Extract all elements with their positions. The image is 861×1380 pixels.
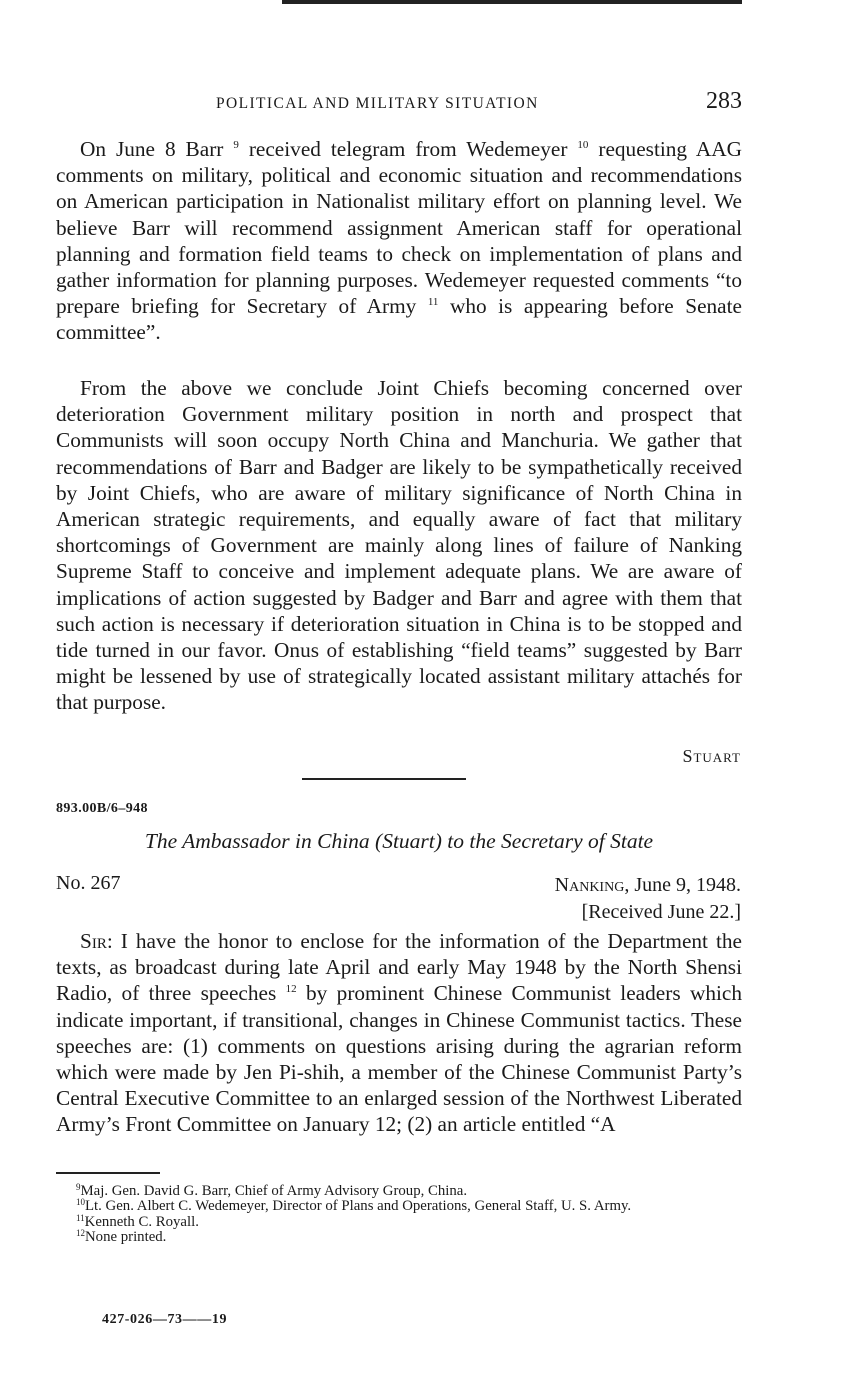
document-number: No. 267 — [56, 872, 121, 894]
footnote-ref-10[interactable]: 10 — [577, 139, 589, 151]
running-title: POLITICAL AND MILITARY SITUATION — [216, 95, 539, 112]
top-rule — [282, 0, 742, 4]
file-number: 893.00B/6–948 — [56, 801, 148, 816]
footnote-9: $^9$Maj. Gen. David G. Barr, Chief of Army Advisory Group, China. — [76, 1182, 468, 1199]
footnote-ref-9[interactable]: 9 — [233, 139, 239, 151]
dateline-date: , June 9, 1948. — [624, 874, 741, 896]
footnote-10: $^{10}$Lt. Gen. Albert C. Wedemeyer, Director of Plans and Operations, General Staff, U. S. Army. — [76, 1197, 632, 1215]
dispatch-body: Sir: I have the honor to enclose for the information of the Department the texts, as broadcast during late April and early May 1948 by the North Shensi Radio, of three speeches $^{12}$ by prominent Chinese Communist leaders which indicate important, if transitional, changes in Chinese Communist tactics. These speeches are: (1) comments on questions arising during the agrarian reform which were made by Jen Pi-shih, a member of the Chinese Communist Party’s Central Executive Committee to an enlarged session of the Northwest Liberated Army’s Front Committee on January 12; (2) an article entitled “A — [56, 929, 743, 1137]
salutation: Sir — [80, 929, 107, 953]
running-head — [56, 88, 742, 122]
section-divider — [302, 778, 466, 780]
signature: Stuart — [682, 746, 741, 766]
page-number: 283 — [706, 88, 742, 114]
footnote-ref-11[interactable]: 11 — [427, 296, 439, 309]
dateline — [555, 872, 741, 926]
footnote-11: $^{11}$Kenneth C. Royall. — [76, 1212, 199, 1230]
received-date: [Received June 22.] — [581, 901, 741, 923]
footnote-12: $^{12}$None printed. — [76, 1227, 167, 1245]
footnote-rule — [56, 1172, 160, 1174]
dateline-place: Nanking — [554, 874, 625, 896]
print-code: 427-026—73——19 — [102, 1312, 228, 1327]
footnotes — [56, 1184, 742, 1245]
document-title: The Ambassador in China (Stuart) to the Secretary of State — [144, 829, 654, 853]
footnote-ref-12[interactable]: 12 — [285, 983, 297, 996]
telegram-paragraph-1: On June 8 Barr $^9$ received telegram from Wedemeyer $^{10}$ requesting AAG comments on military, political and economic situation and recommendations on American participation in Nationalist military effort on planning level. We believe Barr will recommend assignment American staff for operational planning and formation field teams to check on implementation of plans and gather information for planning purposes. Wedemeyer requested comments “to prepare briefing for Secretary of Army $^{11}$ who is appearing before Senate committee”. — [56, 137, 742, 345]
telegram-paragraph-2: From the above we conclude Joint Chiefs becoming concerned over deterioration Government military position in north and prospect that Communists will soon occupy North China and Manchuria. We gather that recommendations of Barr and Badger are likely to be sympathetically received by Joint Chiefs, who are aware of military significance of North China in American strategic requirements, and equally aware of fact that military shortcomings of Government are mainly along lines of failure of Nanking Supreme Staff to conceive and implement adequate plans. We are aware of implications of action suggested by Badger and Barr and agree with them that such action is necessary if deterioration situation in China is to be stopped and tide turned in our favor. Onus of establishing “field teams” suggested by Barr might be lessened by use of strategically located assistant military attachés for that purpose. — [56, 376, 742, 715]
